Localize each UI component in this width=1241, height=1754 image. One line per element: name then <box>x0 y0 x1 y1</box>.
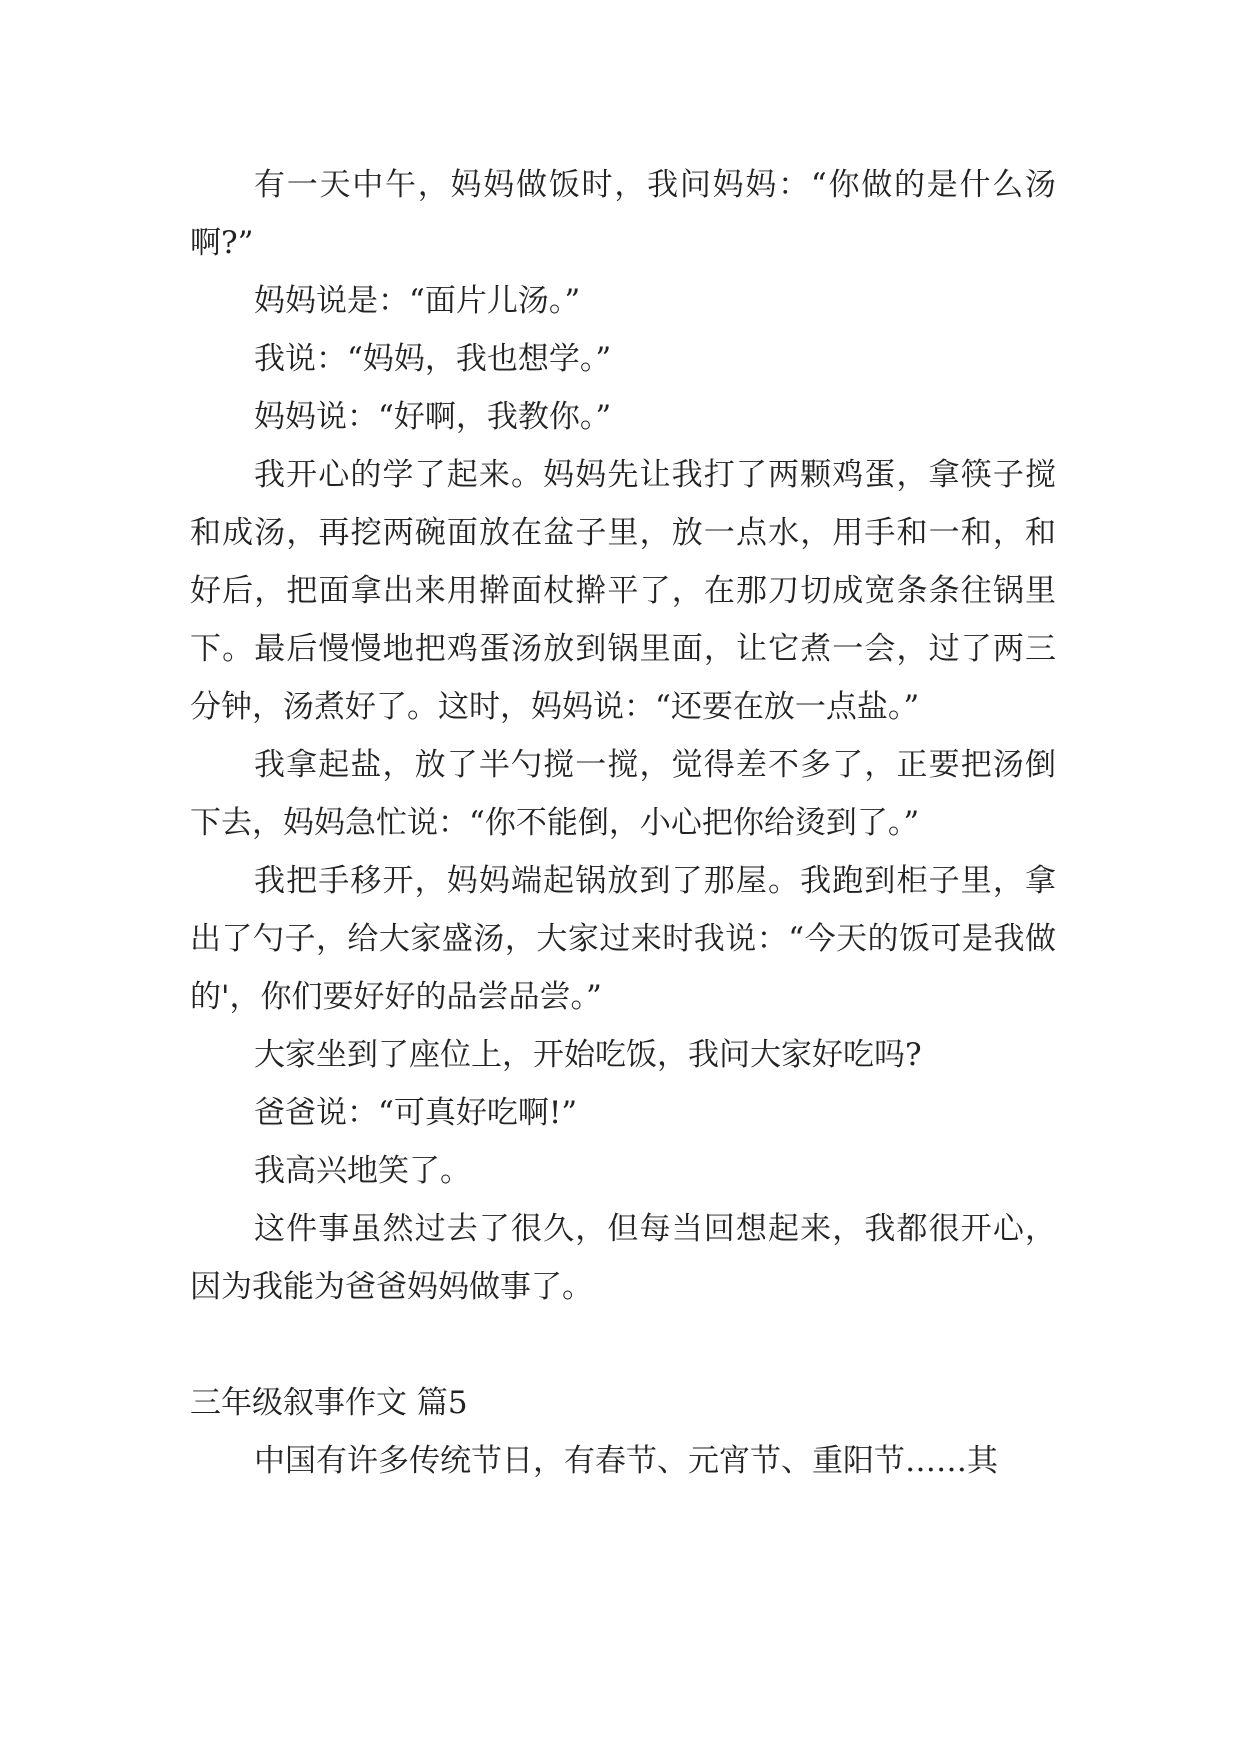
document-body <box>190 156 1056 1490</box>
paragraph: 有一天中午，妈妈做饭时，我问妈妈：“你做的是什么汤啊?” <box>190 167 1056 261</box>
paragraph: 我把手移开，妈妈端起锅放到了那屋。我跑到柜子里，拿出了勺子，给大家盛汤，大家过来时我说：“今天的饭可是我做的'，你们要好好的品尝品尝。” <box>190 863 1056 1015</box>
section-heading: 三年级叙事作文 篇5 <box>190 1385 468 1421</box>
paragraph: 爸爸说：“可真好吃啊!” <box>254 1095 578 1131</box>
paragraph: 我说：“妈妈，我也想学。” <box>254 341 612 377</box>
paragraph: 我拿起盐，放了半勺搅一搅，觉得差不多了，正要把汤倒下去，妈妈急忙说：“你不能倒，小心把你给烫到了。” <box>190 747 1056 841</box>
paragraph: 我开心的学了起来。妈妈先让我打了两颗鸡蛋，拿筷子搅和成汤，再挖两碗面放在盆子里，放一点水，用手和一和，和好后，把面拿出来用擀面杖擀平了，在那刀切成宽条条往锅里下。最后慢慢地把鸡蛋汤放到锅里面，让它煮一会，过了两三分钟，汤煮好了。这时，妈妈说：“还要在放一点盐。” <box>190 457 1056 725</box>
section-gap <box>190 1316 1056 1374</box>
paragraph: 我高兴地笑了。 <box>254 1153 471 1189</box>
paragraph: 这件事虽然过去了很久，但每当回想起来，我都很开心，因为我能为爸爸妈妈做事了。 <box>190 1211 1056 1305</box>
paragraph: 妈妈说是：“面片儿汤。” <box>254 283 581 319</box>
paragraph: 中国有许多传统节日，有春节、元宵节、重阳节……其 <box>254 1443 998 1479</box>
paragraph: 妈妈说：“好啊，我教你。” <box>254 399 612 435</box>
paragraph: 大家坐到了座位上，开始吃饭，我问大家好吃吗? <box>254 1037 922 1073</box>
